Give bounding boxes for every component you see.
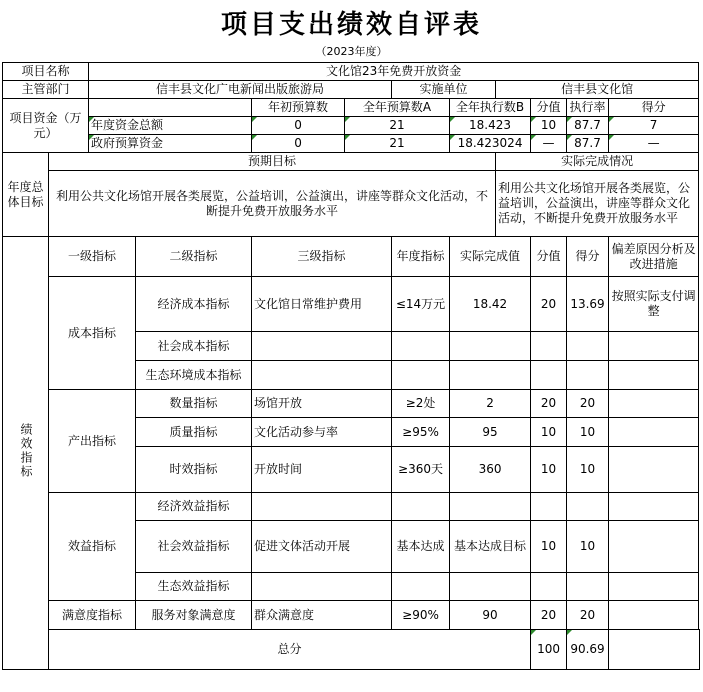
benefit-social-score: 10 xyxy=(567,521,609,573)
dept-label: 主管部门 xyxy=(3,81,89,99)
actual-done-text: 利用公共文化场馆开展各类展览，公益培训，公益演出，讲座等群众文化活动，不断提升免费开放服务水平 xyxy=(496,171,699,237)
cost-econ-label: 经济成本指标 xyxy=(136,277,252,332)
satisfaction-service-label: 服务对象满意度 xyxy=(136,601,252,630)
satisfaction-service-actual: 90 xyxy=(450,601,531,630)
annual-total-score: 7 xyxy=(609,117,699,135)
annual-total-initial: 0 xyxy=(252,117,345,135)
gov-budget-label: 政府预算资金 xyxy=(89,135,252,153)
expected-goal-header: 预期目标 xyxy=(49,153,496,171)
cost-econ-actual: 18.42 xyxy=(450,277,531,332)
gov-budget-score: — xyxy=(609,135,699,153)
output-quality-actual: 95 xyxy=(450,418,531,447)
output-time-score: 10 xyxy=(567,447,609,493)
output-quantity-label: 数量指标 xyxy=(136,390,252,418)
row-project-name xyxy=(3,63,700,81)
project-name-value: 文化馆23年免费开放资金 xyxy=(89,63,699,81)
output-indicator-label: 产出指标 xyxy=(49,390,136,493)
impl-unit-label: 实施单位 xyxy=(392,81,496,99)
dept-value: 信丰县文化广电新闻出版旅游局 xyxy=(89,81,392,99)
evaluation-table xyxy=(2,62,700,670)
output-quantity-name: 场馆开放 xyxy=(252,390,392,418)
total-weight: 100 xyxy=(531,630,567,670)
expected-goal-text: 利用公共文化场馆开展各类展览，公益培训，公益演出，讲座等群众文化活动，不断提升免费开放服务水平 xyxy=(49,171,496,237)
output-time-weight: 10 xyxy=(531,447,567,493)
annual-indicator-header: 年度指标 xyxy=(392,237,450,277)
benefit-social-target: 基本达成 xyxy=(392,521,450,573)
indicator-score-header: 得分 xyxy=(567,237,609,277)
benefit-social-actual: 基本达成目标 xyxy=(450,521,531,573)
row-goal-header xyxy=(3,153,700,171)
output-quantity-weight: 20 xyxy=(531,390,567,418)
gov-budget-full-budget: 21 xyxy=(345,135,450,153)
output-quality-score: 10 xyxy=(567,418,609,447)
cost-social-label: 社会成本指标 xyxy=(136,332,252,361)
output-quantity-actual: 2 xyxy=(450,390,531,418)
row-dept xyxy=(3,81,700,99)
row-annual-total xyxy=(3,117,700,135)
level3-header: 三级指标 xyxy=(252,237,392,277)
cost-eco-label: 生态环境成本指标 xyxy=(136,361,252,390)
annual-total-full-budget: 21 xyxy=(345,117,450,135)
satisfaction-service-score: 20 xyxy=(567,601,609,630)
output-quality-name: 文化活动参与率 xyxy=(252,418,392,447)
cost-econ-reason: 按照实际支付调整 xyxy=(609,277,699,332)
cost-econ-score: 13.69 xyxy=(567,277,609,332)
output-time-target: ≥360天 xyxy=(392,447,450,493)
cost-indicator-label: 成本指标 xyxy=(49,277,136,390)
gov-budget-full-exec: 18.423024 xyxy=(450,135,531,153)
output-quality-weight: 10 xyxy=(531,418,567,447)
output-time-label: 时效指标 xyxy=(136,447,252,493)
output-quality-label: 质量指标 xyxy=(136,418,252,447)
annual-total-weight: 10 xyxy=(531,117,567,135)
output-time-name: 开放时间 xyxy=(252,447,392,493)
benefit-social-weight: 10 xyxy=(531,521,567,573)
benefit-social-label: 社会效益指标 xyxy=(136,521,252,573)
level1-header: 一级指标 xyxy=(49,237,136,277)
annual-total-label: 年度资金总额 xyxy=(89,117,252,135)
annual-total-full-exec: 18.423 xyxy=(450,117,531,135)
impl-unit-value: 信丰县文化馆 xyxy=(496,81,699,99)
perf-indicators-label: 绩效指标 xyxy=(3,237,49,670)
satisfaction-service-target: ≥90% xyxy=(392,601,450,630)
row-cost-econ xyxy=(3,277,700,332)
exec-rate-header: 执行率 xyxy=(567,99,609,117)
row-total xyxy=(3,630,700,670)
satisfaction-service-weight: 20 xyxy=(531,601,567,630)
level2-header: 二级指标 xyxy=(136,237,252,277)
total-label: 总分 xyxy=(49,630,531,670)
indicator-weight-header: 分值 xyxy=(531,237,567,277)
project-name-label: 项目名称 xyxy=(3,63,89,81)
weight-header: 分值 xyxy=(531,99,567,117)
score-header: 得分 xyxy=(609,99,699,117)
row-gov-budget xyxy=(3,135,700,153)
row-output-quantity xyxy=(3,390,700,418)
full-budget-header: 全年预算数A xyxy=(345,99,450,117)
row-goal-content xyxy=(3,171,700,237)
initial-budget-header: 年初预算数 xyxy=(252,99,345,117)
funds-label: 项目资金（万元） xyxy=(3,99,89,153)
cost-econ-name: 文化馆日常维护费用 xyxy=(252,277,392,332)
total-score: 90.69 xyxy=(567,630,609,670)
satisfaction-indicator-label: 满意度指标 xyxy=(49,601,136,630)
report-year: （2023年度） xyxy=(315,45,388,58)
output-quantity-target: ≥2处 xyxy=(392,390,450,418)
satisfaction-service-name: 群众满意度 xyxy=(252,601,392,630)
page-title: 项目支出绩效自评表 xyxy=(220,10,482,40)
annual-total-rate: 87.7 xyxy=(567,117,609,135)
output-time-actual: 360 xyxy=(450,447,531,493)
gov-budget-rate: 87.7 xyxy=(567,135,609,153)
benefit-social-name: 促进文体活动开展 xyxy=(252,521,392,573)
benefit-indicator-label: 效益指标 xyxy=(49,493,136,601)
output-quantity-score: 20 xyxy=(567,390,609,418)
row-satisfaction xyxy=(3,601,700,630)
benefit-econ-label: 经济效益指标 xyxy=(136,493,252,521)
gov-budget-weight: — xyxy=(531,135,567,153)
full-exec-header: 全年执行数B xyxy=(450,99,531,117)
reason-header: 偏差原因分析及改进措施 xyxy=(609,237,699,277)
gov-budget-initial: 0 xyxy=(252,135,345,153)
cost-econ-weight: 20 xyxy=(531,277,567,332)
row-funds-header xyxy=(3,99,700,117)
row-indicator-header xyxy=(3,237,700,277)
row-benefit-econ xyxy=(3,493,700,521)
actual-done-header: 实际完成情况 xyxy=(496,153,699,171)
output-quality-target: ≥95% xyxy=(392,418,450,447)
actual-value-header: 实际完成值 xyxy=(450,237,531,277)
benefit-eco-label: 生态效益指标 xyxy=(136,573,252,601)
cost-econ-target: ≤14万元 xyxy=(392,277,450,332)
annual-goal-label: 年度总体目标 xyxy=(3,153,49,237)
